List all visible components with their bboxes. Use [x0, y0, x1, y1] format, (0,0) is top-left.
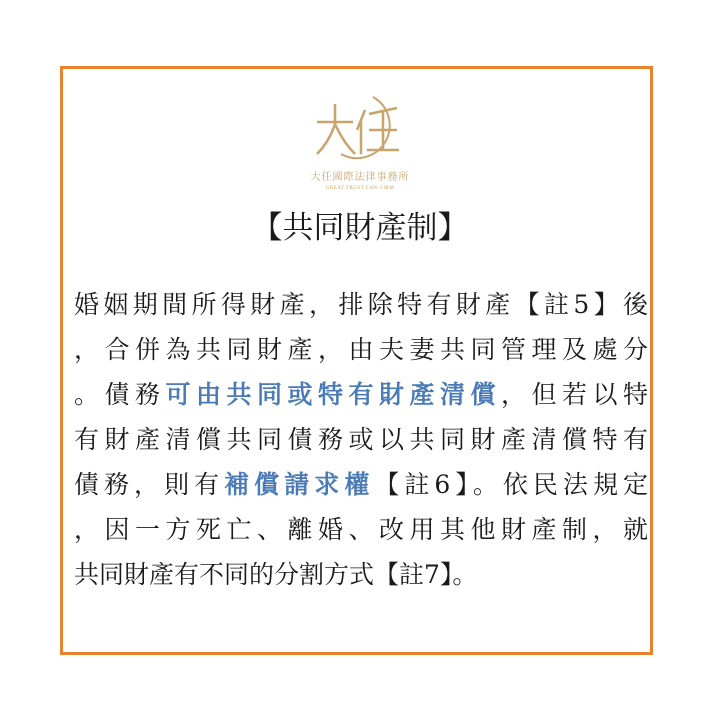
body-text: 共同財產有不同的分割方式【註7】。	[74, 560, 478, 589]
body-text: 婚姻期間所得財產，排除特有財產【註5】後	[74, 290, 648, 319]
page-title: 【共同財產制】	[251, 210, 469, 246]
body-line-6	[74, 507, 648, 552]
body-line-5	[74, 462, 648, 507]
highlight-repayment: 可由共同或特有財產清償	[165, 380, 501, 409]
body-text: 。債務	[74, 380, 166, 409]
firm-logo	[300, 92, 420, 200]
body-line-7	[74, 552, 648, 597]
body-line-4	[74, 417, 648, 462]
body-line-3	[74, 372, 648, 417]
logo-mark-icon	[313, 92, 407, 162]
body-text: ，因一方死亡、離婚、改用其他財產制，就	[74, 515, 648, 544]
firm-name-english: GREAT TRUST LAW FIRM	[325, 186, 395, 191]
body-paragraph	[74, 282, 648, 597]
body-text: 債務，則有	[74, 470, 225, 499]
body-text: ，合併為共同財產，由夫妻共同管理及處分	[74, 335, 648, 364]
body-line-2	[74, 327, 648, 372]
highlight-reimbursement-claim: 補償請求權	[224, 470, 375, 499]
body-text: ，但若以特	[500, 380, 648, 409]
body-text: 有財產清償共同債務或以共同財產清償特有	[74, 425, 648, 454]
body-text: 【註6】。依民法規定	[374, 470, 648, 499]
body-line-1	[74, 282, 648, 327]
firm-name-chinese: 大任國際法律事務所	[310, 172, 410, 183]
